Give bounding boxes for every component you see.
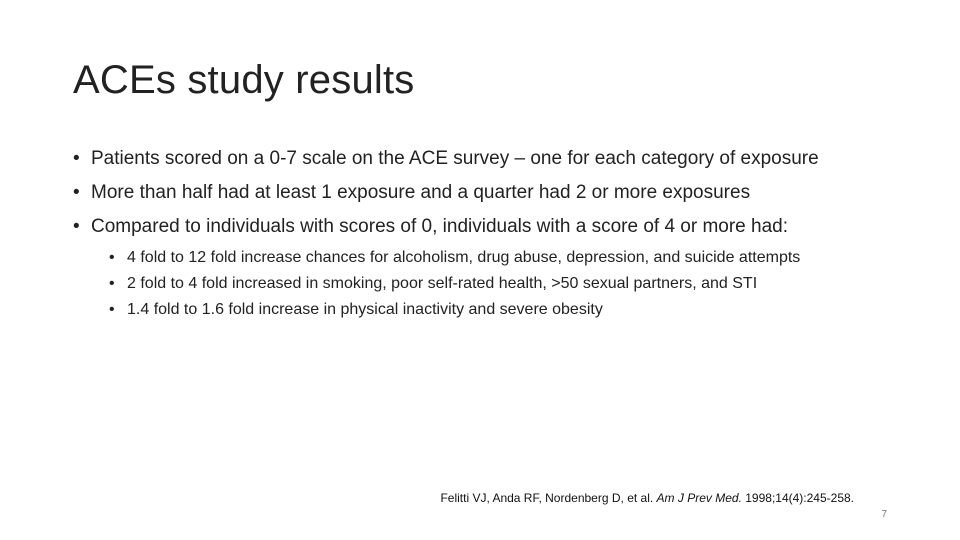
slide-content: [73, 146, 863, 328]
sub-bullet-text: 4 fold to 12 fold increase chances for alcoholism, drug abuse, depression, and suicide attempts: [127, 249, 801, 266]
sub-bullet-text: 2 fold to 4 fold increased in smoking, poor self-rated health, >50 sexual partners, and STI: [127, 275, 758, 292]
citation-journal: Am J Prev Med.: [656, 491, 742, 505]
bullet-icon: •: [73, 148, 80, 169]
sub-bullet-item-2: [109, 274, 863, 294]
bullet-text: More than half had at least 1 exposure and a quarter had 2 or more exposures: [91, 182, 751, 203]
bullet-text: Compared to individuals with scores of 0, individuals with a score of 4 or more had:: [91, 216, 789, 237]
slide-title: ACEs study results: [73, 58, 415, 102]
page-number: 7: [881, 509, 887, 520]
citation: [440, 490, 854, 506]
sub-bullet-icon: •: [109, 301, 115, 318]
bullet-icon: •: [73, 216, 80, 237]
sub-bullet-icon: •: [109, 249, 115, 266]
sub-bullet-text: 1.4 fold to 1.6 fold increase in physical inactivity and severe obesity: [127, 301, 603, 318]
bullet-item-2: [73, 180, 863, 206]
citation-details: 1998;14(4):245-258.: [745, 491, 854, 505]
sub-bullet-item-3: [109, 300, 863, 320]
sub-bullet-list: [91, 248, 863, 320]
bullet-list: [73, 146, 863, 320]
citation-authors: Felitti VJ, Anda RF, Nordenberg D, et al.: [440, 491, 654, 505]
bullet-text: Patients scored on a 0-7 scale on the ACE survey – one for each category of exposure: [91, 148, 819, 169]
bullet-item-1: [73, 146, 863, 172]
sub-bullet-icon: •: [109, 275, 115, 292]
sub-bullet-item-1: [109, 248, 863, 268]
bullet-item-3: [73, 214, 863, 320]
bullet-icon: •: [73, 182, 80, 203]
